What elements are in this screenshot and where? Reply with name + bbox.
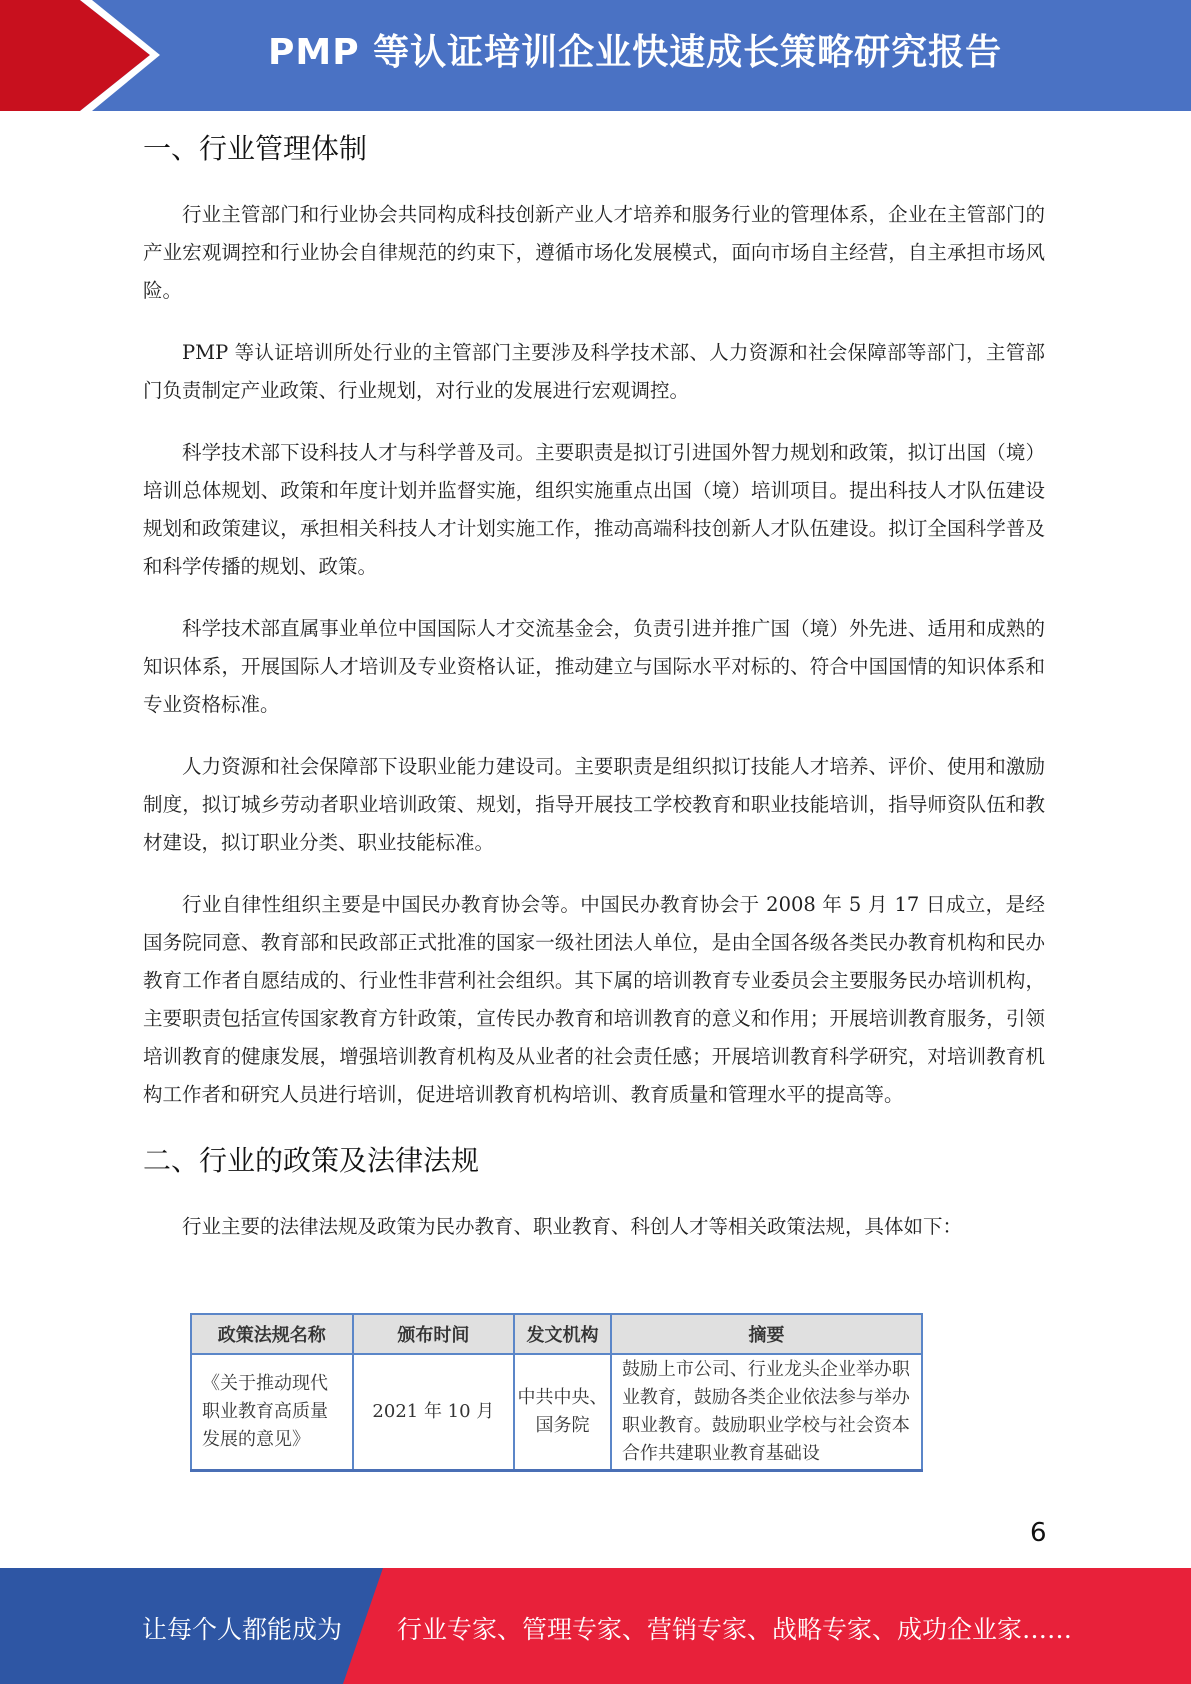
column-header-summary: 摘要 <box>611 1314 922 1354</box>
column-header-issuer: 发文机构 <box>514 1314 611 1354</box>
footer-slogan-left: 让每个人都能成为 <box>142 1615 343 1644</box>
section-heading-management: 一、行业管理体制 <box>143 132 368 165</box>
cell-policy-name: 《关于推动现代职业教育高质量发展的意见》 <box>191 1354 353 1471</box>
paragraph: 行业主要的法律法规及政策为民办教育、职业教育、科创人才等相关政策法规，具体如下： <box>182 1215 963 1238</box>
paragraph: 科学技术部下设科技人才与科学普及司。主要职责是拟订引进国外智力规划和政策，拟订出国（境）培训总体规划、政策和年度计划并监督实施，组织实施重点出国（境）培训项目。提出科技人才队伍建设规划和政策建议，承担相关科技人才计划实施工作，推动高端科技创新人才队伍建设。拟订全国科学普及和科学传播的规划、政策。 <box>143 441 1045 578</box>
footer-slogan-right: 行业专家、管理专家、营销专家、战略专家、成功企业家…… <box>397 1615 1073 1644</box>
paragraph: 人力资源和社会保障部下设职业能力建设司。主要职责是组织拟订技能人才培养、评价、使用和激励制度，拟订城乡劳动者职业培训政策、规划，指导开展技工学校教育和职业技能培训，指导师资队伍和教材建设，拟订职业分类、职业技能标准。 <box>143 755 1045 854</box>
cell-date: 2021 年 10 月 <box>353 1354 515 1471</box>
cell-issuer: 中共中央、国务院 <box>514 1354 611 1471</box>
page-number: 6 <box>1030 1518 1047 1548</box>
paragraph: 行业主管部门和行业协会共同构成科技创新产业人才培养和服务行业的管理体系，企业在主管部门的产业宏观调控和行业协会自律规范的约束下，遵循市场化发展模式，面向市场自主经营，自主承担市场风险。 <box>143 203 1045 302</box>
policy-table-container <box>190 1313 923 1472</box>
section-heading-policies: 二、行业的政策及法律法规 <box>143 1144 480 1177</box>
header-band <box>0 0 1191 111</box>
cell-summary: 鼓励上市公司、行业龙头企业举办职业教育，鼓励各类企业依法参与举办职业教育。鼓励职业学校与社会资本合作共建职业教育基础设 <box>611 1354 922 1471</box>
policy-table <box>190 1313 923 1472</box>
header-chevron-decoration <box>0 0 160 111</box>
paragraph: 行业自律性组织主要是中国民办教育协会等。中国民办教育协会于 2008 年 5 月 17 日成立，是经国务院同意、教育部和民政部正式批准的国家一级社团法人单位，是由全国各级各类民办教育机构和民办教育工作者自愿结成的、行业性非营利社会组织。其下属的培训教育专业委员会主要服务民办培训机构，主要职责包括宣传国家教育方针政策，宣传民办教育和培训教育的意义和作用；开展培训教育服务，引领培训教育的健康发展，增强培训教育机构及从业者的社会责任感；开展培训教育科学研究，对培训教育机构工作者和研究人员进行培训，促进培训教育机构培训、教育质量和管理水平的提高等。 <box>143 893 1045 1106</box>
paragraph: 科学技术部直属事业单位中国国际人才交流基金会，负责引进并推广国（境）外先进、适用和成熟的知识体系，开展国际人才培训及专业资格认证，推动建立与国际水平对标的、符合中国国情的知识体系和专业资格标准。 <box>143 617 1045 716</box>
footer-band <box>0 1568 1191 1684</box>
column-header-date: 颁布时间 <box>353 1314 515 1354</box>
main-content <box>143 126 1045 1270</box>
paragraph: PMP 等认证培训所处行业的主管部门主要涉及科学技术部、人力资源和社会保障部等部门，主管部门负责制定产业政策、行业规划，对行业的发展进行宏观调控。 <box>143 341 1045 402</box>
table-row <box>191 1354 922 1471</box>
table-header-row <box>191 1314 922 1354</box>
column-header-name: 政策法规名称 <box>191 1314 353 1354</box>
report-title: PMP 等认证培训企业快速成长策略研究报告 <box>268 32 1003 73</box>
